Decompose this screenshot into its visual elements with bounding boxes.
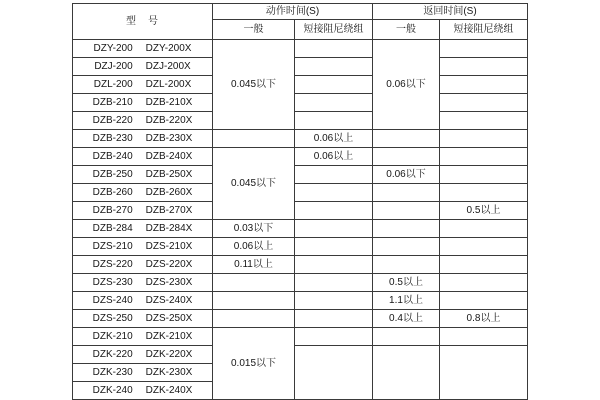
model-name: DZS-210 [92, 241, 133, 252]
return-general-cell [373, 202, 440, 220]
table-row [73, 166, 528, 184]
model-name-x: DZJ-200X [145, 61, 191, 72]
return-damping-cell [440, 148, 528, 166]
return-damping-cell [440, 292, 528, 310]
return-general-cell [373, 184, 440, 202]
model-cell [73, 382, 213, 400]
action-damping-cell [295, 76, 373, 94]
table-row [73, 184, 528, 202]
model-name: DZB-270 [92, 205, 133, 216]
action-damping-cell [295, 40, 373, 58]
return-general-cell [373, 130, 440, 148]
return-general-cell: 0.06以下 [373, 166, 440, 184]
table-row [73, 76, 528, 94]
action-damping-cell [295, 328, 373, 346]
table-row [73, 310, 528, 328]
model-cell [73, 346, 213, 364]
model-name: DZB-284 [92, 223, 133, 234]
model-name: DZB-230 [92, 133, 133, 144]
header-action-time: 动作时间(S) [213, 4, 373, 20]
model-name-x: DZY-200X [145, 43, 192, 54]
model-name: DZB-220 [92, 115, 133, 126]
model-cell [73, 40, 213, 58]
action-general-cell [213, 274, 295, 292]
model-name-x: DZB-230X [145, 133, 193, 144]
model-name-x: DZB-284X [145, 223, 193, 234]
return-damping-cell [440, 40, 528, 58]
return-general-cell [373, 220, 440, 238]
action-damping-cell [295, 112, 373, 130]
model-cell [73, 202, 213, 220]
model-name: DZS-250 [92, 313, 133, 324]
table-row [73, 292, 528, 310]
action-general-cell [213, 292, 295, 310]
return-damping-cell [440, 166, 528, 184]
action-damping-cell [295, 166, 373, 184]
action-damping-cell [295, 184, 373, 202]
model-name: DZS-220 [92, 259, 133, 270]
model-cell [73, 256, 213, 274]
model-name: DZB-260 [92, 187, 133, 198]
action-damping-cell [295, 310, 373, 328]
return-damping-cell [440, 184, 528, 202]
model-cell [73, 220, 213, 238]
model-name-x: DZK-210X [145, 331, 193, 342]
table-row [73, 346, 528, 364]
model-name-x: DZB-250X [145, 169, 193, 180]
model-cell [73, 274, 213, 292]
model-cell [73, 238, 213, 256]
return-general-cell [373, 148, 440, 166]
return-damping-cell [440, 58, 528, 76]
model-name-x: DZK-230X [145, 367, 193, 378]
spec-table [72, 3, 528, 400]
return-general-cell: 1.1以上 [373, 292, 440, 310]
model-cell [73, 58, 213, 76]
table-body [73, 40, 528, 400]
table-row [73, 130, 528, 148]
model-name: DZB-210 [92, 97, 133, 108]
model-name-x: DZB-240X [145, 151, 193, 162]
action-damping-cell [295, 220, 373, 238]
subheader-return-damping: 短接阻尼绕组 [440, 20, 528, 40]
action-damping-cell [295, 58, 373, 76]
return-damping-cell [440, 328, 528, 346]
header-model: 型 号 [73, 4, 213, 40]
subheader-action-general: 一般 [213, 20, 295, 40]
return-general-cell: 0.4以上 [373, 310, 440, 328]
model-name: DZK-220 [92, 349, 133, 360]
action-general-cell [213, 130, 295, 148]
return-damping-cell [440, 220, 528, 238]
action-general-cell: 0.045以下 [213, 40, 295, 130]
action-general-cell [213, 310, 295, 328]
model-name-x: DZB-210X [145, 97, 193, 108]
action-general-cell: 0.045以下 [213, 148, 295, 220]
model-cell [73, 364, 213, 382]
return-general-cell [373, 328, 440, 346]
table-row [73, 328, 528, 346]
table-row [73, 40, 528, 58]
return-damping-cell [440, 274, 528, 292]
model-name-x: DZL-200X [145, 79, 192, 90]
table-row [73, 112, 528, 130]
return-damping-cell [440, 238, 528, 256]
action-damping-cell [295, 292, 373, 310]
header-row-groups [73, 4, 528, 20]
subheader-action-damping: 短接阻尼绕组 [295, 20, 373, 40]
model-name: DZL-200 [93, 79, 133, 90]
return-damping-cell: 0.5以上 [440, 202, 528, 220]
action-general-cell: 0.03以下 [213, 220, 295, 238]
model-name-x: DZB-260X [145, 187, 193, 198]
model-cell [73, 76, 213, 94]
model-cell [73, 184, 213, 202]
return-damping-cell [440, 112, 528, 130]
action-damping-cell: 0.06以上 [295, 130, 373, 148]
model-cell [73, 310, 213, 328]
table-row [73, 220, 528, 238]
model-cell [73, 94, 213, 112]
table-row [73, 148, 528, 166]
model-name-x: DZS-210X [145, 241, 193, 252]
model-name-x: DZB-220X [145, 115, 193, 126]
action-damping-cell [295, 238, 373, 256]
table-header [73, 4, 528, 40]
return-damping-cell: 0.8以上 [440, 310, 528, 328]
model-cell [73, 130, 213, 148]
action-damping-cell [295, 346, 373, 400]
header-return-time: 返回时间(S) [373, 4, 528, 20]
return-damping-cell [440, 130, 528, 148]
table-row [73, 58, 528, 76]
model-name-x: DZB-270X [145, 205, 193, 216]
action-general-cell: 0.11以上 [213, 256, 295, 274]
return-general-cell: 0.5以上 [373, 274, 440, 292]
return-damping-cell [440, 76, 528, 94]
return-general-cell: 0.06以下 [373, 40, 440, 130]
table-row [73, 274, 528, 292]
subheader-return-general: 一般 [373, 20, 440, 40]
model-name-x: DZS-250X [145, 313, 193, 324]
model-name: DZY-200 [93, 43, 133, 54]
return-damping-cell [440, 94, 528, 112]
model-name-x: DZS-240X [145, 295, 193, 306]
model-name: DZB-240 [92, 151, 133, 162]
model-name: DZS-230 [92, 277, 133, 288]
return-damping-cell [440, 346, 528, 400]
return-general-cell [373, 256, 440, 274]
return-damping-cell [440, 256, 528, 274]
action-damping-cell [295, 274, 373, 292]
table-row [73, 94, 528, 112]
model-name: DZJ-200 [94, 61, 133, 72]
table-row [73, 202, 528, 220]
model-name-x: DZK-220X [145, 349, 193, 360]
table-row [73, 238, 528, 256]
return-general-cell [373, 346, 440, 400]
model-name: DZK-210 [92, 331, 133, 342]
spec-table-container [72, 3, 528, 400]
model-name-x: DZS-220X [145, 259, 193, 270]
action-damping-cell [295, 202, 373, 220]
model-cell [73, 148, 213, 166]
return-general-cell [373, 238, 440, 256]
model-cell [73, 112, 213, 130]
model-name: DZK-230 [92, 367, 133, 378]
model-cell [73, 328, 213, 346]
action-damping-cell [295, 256, 373, 274]
table-row [73, 256, 528, 274]
model-cell [73, 166, 213, 184]
model-name: DZB-250 [92, 169, 133, 180]
model-name-x: DZK-240X [145, 385, 193, 396]
action-general-cell: 0.06以上 [213, 238, 295, 256]
action-damping-cell [295, 94, 373, 112]
model-name: DZS-240 [92, 295, 133, 306]
model-name-x: DZS-230X [145, 277, 193, 288]
model-cell [73, 292, 213, 310]
action-general-cell: 0.015以下 [213, 328, 295, 400]
model-name: DZK-240 [92, 385, 133, 396]
action-damping-cell: 0.06以上 [295, 148, 373, 166]
